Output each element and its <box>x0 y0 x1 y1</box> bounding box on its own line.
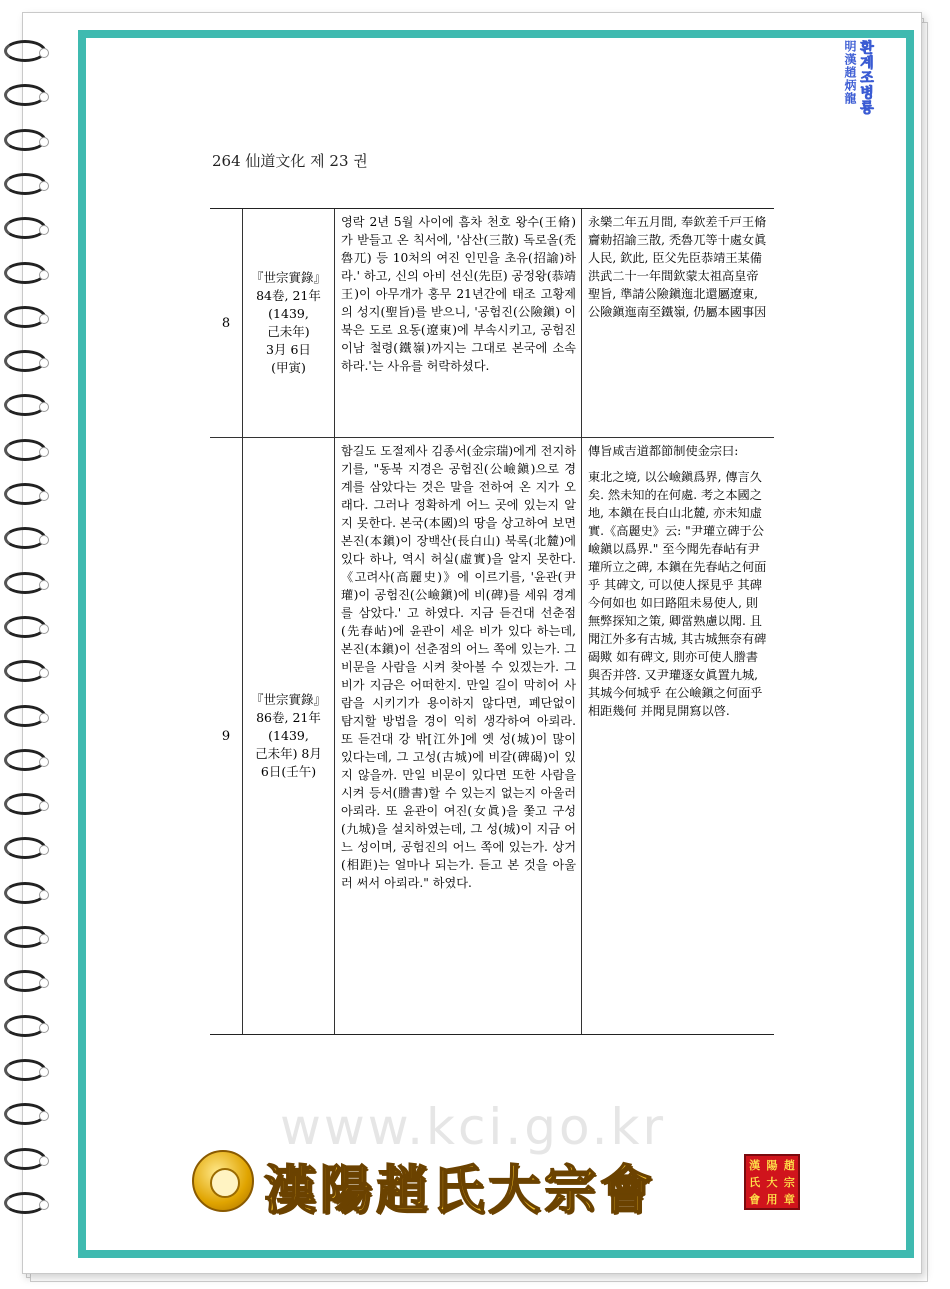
spiral-ring-icon <box>4 837 46 859</box>
table-row <box>210 438 774 1034</box>
spiral-ring-icon <box>4 350 46 372</box>
korean-translation-cell: 영락 2년 5월 사이에 흠차 천호 왕수(王脩)가 받들고 온 칙서에, '삼산(三散) 독로올(禿魯兀) 등 10처의 여진 인민을 초유(招諭)하라.' 하고, 신의 아비 선신(先臣) 공정왕(恭靖王)이 아무개가 홍무 21년간에 태조 고황제의 성지(聖旨)를 받으니, '공험진(公險鎭) 이북은 도로 요동(遼東)에 부속시키고, 공험진 이남 철령(鐵嶺)까지는 그대로 본국에 소속하라.'는 사유를 허락하셨다. <box>335 209 582 437</box>
hanja-paragraph: 傳旨咸吉道都節制使金宗曰: <box>588 444 739 458</box>
page-header: 264 仙道文化 제 23 권 <box>212 152 368 170</box>
spiral-ring-icon <box>4 306 46 328</box>
clan-banner <box>192 1148 802 1221</box>
spiral-ring-icon <box>4 572 46 594</box>
top-right-seal <box>843 40 899 128</box>
spiral-ring-icon <box>4 129 46 151</box>
seal-char: 陽 <box>766 1158 778 1172</box>
watermark-url: www.kci.go.kr <box>280 1098 667 1156</box>
hanja-paragraph: 東北之境, 以公嶮鎭爲界, 傳言久矣. 然未知的在何處. 考之本國之地, 本鎭在長白山北麓, 亦未知虛實.《高麗史》云: "尹瓘立碑于公嶮鎭以爲界." 至今聞先春岾有尹瓘所立之碑, 本鎭在先春岾之何面乎 其碑文, 可以使人探見乎 其碑今何如也 如曰路阻未易使人, 則無弊探知之策, 卿當熟慮以聞. 且聞江外多有古城, 其古城無奈有碑碣歟 如有碑文, 則亦可使人謄書與否并啓. 又尹瓘逐女眞置九城, 其城今何城乎 在公嶮鎭之何面乎 相距幾何 并聞見開寫以啓. <box>588 470 767 718</box>
seal-char: 用 <box>766 1193 778 1207</box>
korean-translation-cell: 함길도 도절제사 김종서(金宗瑞)에게 전지하기를, "동북 지경은 공험진(公嶮鎭)으로 경계를 삼았다는 것은 말을 전하여 온 지가 오래다. 그러나 정확하게 어느 곳에 있는지 알지 못한다. 본국(本國)의 땅을 상고하여 보면 본진(本鎭)이 장백산(長白山) 북록(北麓)에 있다 하나, 역시 허실(虛實)을 알지 못한다. 《고려사(高麗史)》에 이르기를, '윤관(尹瓘)이 공험진(公嶮鎭)에 비(碑)를 세워 경계를 삼았다.' 고 하였다. 지금 듣건대 선춘점(先春岾)에 윤관이 세운 비가 있다 하는데, 본진(本鎭)이 선춘점의 어느 쪽에 있는가. 그 비문을 사람을 시켜 찾아볼 수 있겠는가. 그 비가 지금은 어떠한지. 만일 길이 막히어 사람을 시키기가 용이하지 않다면, 폐단없이 탐지할 방법을 경이 익히 생각하여 아뢰라. 또 듣건대 강 밖[江外]에 옛 성(城)이 많이 있다는데, 그 고성(古城)에 비갈(碑碣)이 있지 않을까. 만일 비문이 있다면 또한 사람을 시켜 등서(謄書)할 수 있는지 없는지 아울러 아뢰라. 또 윤관이 여진(女眞)을 쫓고 구성(九城)을 설치하였는데, 그 성(城)이 지금 어느 성이며, 공험진의 어느 쪽에 있는가. 상거(相距)는 얼마나 되는가. 듣고 본 것을 아울러 써서 아뢰라." 하였다. <box>335 438 582 1034</box>
spiral-ring-icon <box>4 1015 46 1037</box>
clan-title: 漢陽趙氏大宗會 <box>264 1160 657 1221</box>
spiral-ring-icon <box>4 173 46 195</box>
spiral-ring-icon <box>4 1059 46 1081</box>
seal-char: 會 <box>749 1193 761 1207</box>
seal-hangul-column: 환계조병룡 <box>858 40 874 115</box>
seal-char: 漢 <box>749 1158 761 1172</box>
source-cell: 『世宗實錄』 84卷, 21年 (1439, 己未年) 3月 6日 (甲寅) <box>243 209 335 437</box>
source-cell: 『世宗實錄』 86卷, 21年 (1439, 己未年) 8月 6日(壬午) <box>243 438 335 1034</box>
spiral-ring-icon <box>4 926 46 948</box>
seal-char: 宗 <box>783 1175 795 1189</box>
hanja-original-cell <box>582 438 774 1034</box>
spiral-ring-icon <box>4 616 46 638</box>
seal-hanja-column: 明漢趙炳龍 <box>843 40 857 105</box>
hanja-original-cell <box>582 209 774 437</box>
spiral-ring-icon <box>4 793 46 815</box>
seal-char: 大 <box>766 1175 778 1189</box>
spiral-ring-icon <box>4 1192 46 1214</box>
spiral-ring-icon <box>4 1103 46 1125</box>
spiral-binding <box>0 40 60 1240</box>
clan-emblem-icon <box>192 1150 254 1212</box>
spiral-ring-icon <box>4 217 46 239</box>
table-row <box>210 209 774 438</box>
row-number: 9 <box>210 438 243 1034</box>
spiral-ring-icon <box>4 1148 46 1170</box>
spiral-ring-icon <box>4 439 46 461</box>
seal-char: 章 <box>783 1193 795 1207</box>
hanja-paragraph: 永樂二年五月間, 奉欽差千戸王脩齎勅招諭三散, 禿魯兀等十處女眞人民, 欽此, 臣父先臣恭靖王某備洪武二十一年間欽蒙太祖高皇帝聖旨, 準請公險鎭迤北還屬遼東, 公險鎭迤南至鐵嶺, 仍屬本國事因 <box>588 215 767 319</box>
spiral-ring-icon <box>4 40 46 62</box>
seal-char: 氏 <box>749 1175 761 1189</box>
row-number: 8 <box>210 209 243 437</box>
spiral-ring-icon <box>4 705 46 727</box>
spiral-ring-icon <box>4 660 46 682</box>
red-seal-stamp <box>744 1154 800 1210</box>
seal-char: 趙 <box>783 1158 795 1172</box>
spiral-ring-icon <box>4 527 46 549</box>
spiral-ring-icon <box>4 262 46 284</box>
spiral-ring-icon <box>4 84 46 106</box>
spiral-ring-icon <box>4 483 46 505</box>
spiral-ring-icon <box>4 970 46 992</box>
spiral-ring-icon <box>4 882 46 904</box>
spiral-ring-icon <box>4 394 46 416</box>
spiral-ring-icon <box>4 749 46 771</box>
record-table <box>210 208 774 1035</box>
